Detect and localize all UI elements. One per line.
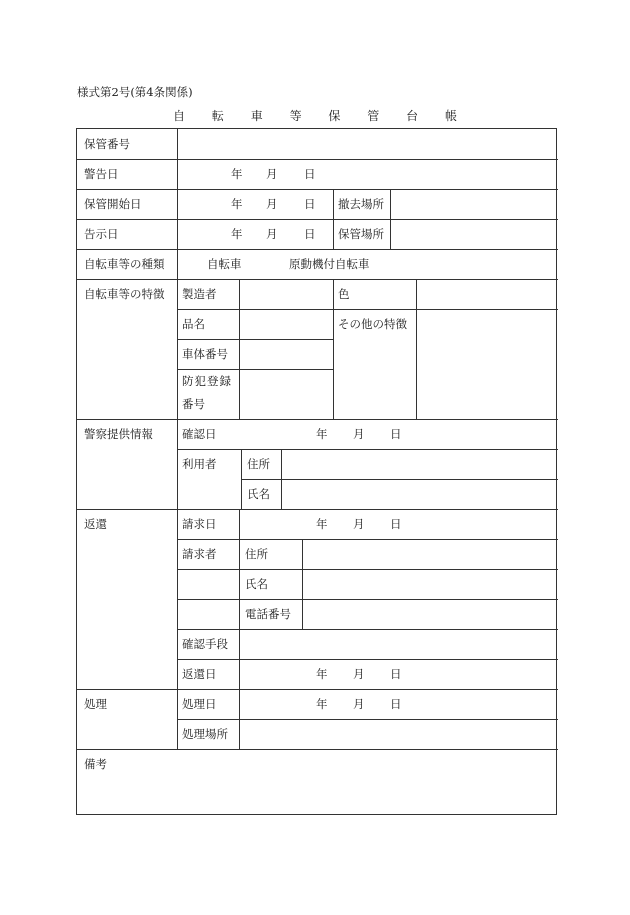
row-divider — [177, 449, 558, 450]
user-name-label: 氏名 — [247, 487, 270, 501]
row-divider — [77, 749, 558, 750]
year-unit: 年 — [316, 697, 328, 711]
row-divider — [177, 599, 558, 600]
day-unit: 日 — [390, 697, 402, 711]
month-unit: 月 — [266, 197, 278, 211]
color-label: 色 — [338, 287, 350, 301]
row-divider — [77, 509, 558, 510]
year-unit: 年 — [231, 227, 243, 241]
year-unit: 年 — [231, 167, 243, 181]
bicycle-option: 自転車 — [207, 257, 242, 271]
request-date-label: 請求日 — [182, 517, 217, 531]
crime-registration-label: 番号 — [182, 397, 205, 411]
column-divider — [239, 279, 240, 419]
row-divider — [177, 309, 558, 310]
column-divider — [333, 189, 334, 249]
return-date-label: 返還日 — [182, 667, 217, 681]
column-divider — [177, 129, 178, 749]
warning-date-label: 警告日 — [84, 167, 119, 181]
disposal-location-label: 処理場所 — [182, 727, 228, 741]
month-unit: 月 — [353, 517, 365, 531]
return-label: 返還 — [84, 517, 107, 531]
column-divider — [333, 279, 334, 419]
title-char: 台 — [406, 109, 419, 123]
title-char: 帳 — [444, 109, 457, 123]
user-label: 利用者 — [182, 457, 217, 471]
confirm-method-label: 確認手段 — [182, 637, 228, 651]
title-char: 等 — [289, 109, 302, 123]
storage-start-date-label: 保管開始日 — [84, 197, 142, 211]
form-number: 様式第2号(第4条関係) — [77, 85, 193, 99]
column-divider — [416, 279, 417, 419]
row-divider — [77, 219, 558, 220]
row-divider — [77, 189, 558, 190]
manufacturer-label: 製造者 — [182, 287, 217, 301]
row-divider — [77, 419, 558, 420]
removal-location-label: 撤去場所 — [338, 197, 384, 211]
row-divider — [77, 689, 558, 690]
row-divider — [77, 279, 558, 280]
requester-name-label: 氏名 — [245, 577, 268, 591]
year-unit: 年 — [231, 197, 243, 211]
title-char: 保 — [328, 109, 341, 123]
column-divider — [241, 449, 242, 509]
row-divider — [177, 539, 558, 540]
document-title — [0, 107, 630, 124]
title-char: 車 — [250, 109, 263, 123]
column-divider — [390, 189, 391, 249]
requester-label: 請求者 — [182, 547, 217, 561]
row-divider — [177, 369, 333, 370]
title-char: 転 — [211, 109, 224, 123]
row-divider — [177, 569, 558, 570]
month-unit: 月 — [353, 667, 365, 681]
year-unit: 年 — [316, 517, 328, 531]
product-name-label: 品名 — [182, 317, 205, 331]
row-divider — [177, 629, 558, 630]
month-unit: 月 — [353, 697, 365, 711]
phone-label: 電話番号 — [245, 607, 291, 621]
month-unit: 月 — [353, 427, 365, 441]
body-number-label: 車体番号 — [182, 347, 228, 361]
disposal-date-label: 処理日 — [182, 697, 217, 711]
moped-option: 原動機付自転車 — [289, 257, 370, 271]
month-unit: 月 — [266, 227, 278, 241]
year-unit: 年 — [316, 667, 328, 681]
day-unit: 日 — [304, 227, 316, 241]
row-divider — [77, 159, 558, 160]
police-info-label: 警察提供情報 — [84, 427, 153, 441]
remarks-label: 備考 — [84, 757, 107, 771]
row-divider — [177, 719, 558, 720]
day-unit: 日 — [304, 197, 316, 211]
row-divider — [241, 479, 558, 480]
row-divider — [177, 659, 558, 660]
title-char: 自 — [173, 109, 186, 123]
column-divider — [239, 509, 240, 749]
year-unit: 年 — [316, 427, 328, 441]
month-unit: 月 — [266, 167, 278, 181]
row-divider — [77, 249, 558, 250]
storage-location-label: 保管場所 — [338, 227, 384, 241]
column-divider — [281, 449, 282, 509]
storage-number-label: 保管番号 — [84, 137, 130, 151]
requester-address-label: 住所 — [245, 547, 268, 561]
confirm-date-label: 確認日 — [182, 427, 217, 441]
title-char: 管 — [367, 109, 380, 123]
column-divider — [302, 539, 303, 629]
bicycle-type-label: 自転車等の種類 — [84, 257, 165, 271]
notice-date-label: 告示日 — [84, 227, 119, 241]
features-label: 自転車等の特徴 — [84, 287, 165, 301]
storage-ledger-form — [76, 128, 557, 815]
day-unit: 日 — [304, 167, 316, 181]
user-address-label: 住所 — [247, 457, 270, 471]
day-unit: 日 — [390, 667, 402, 681]
crime-registration-label: 防犯登録 — [182, 374, 232, 388]
day-unit: 日 — [390, 427, 402, 441]
other-features-label: その他の特徴 — [338, 317, 407, 331]
row-divider — [177, 339, 333, 340]
day-unit: 日 — [390, 517, 402, 531]
disposal-label: 処理 — [84, 697, 107, 711]
